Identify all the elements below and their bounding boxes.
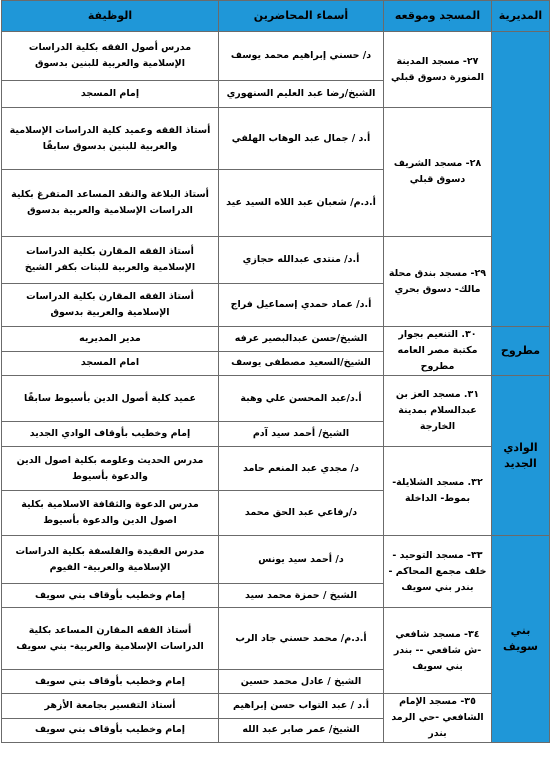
lecturer-job: أستاذ البلاغة والنقد المساعد المتفرغ بكلية الدراسات الإسلامية والعربية بدسوق [2, 170, 219, 237]
mosque-cell: ٣٢. مسجد الشلايلة-بموط- الداخلة [384, 447, 492, 536]
lecturer-name: الشيخ / عادل محمد حسين [219, 670, 384, 694]
lecturer-name: د/رفاعي عبد الحق محمد [219, 491, 384, 536]
lecturer-job: مدرس أصول الفقه بكلية الدراسات الإسلامية والعربية للبنين بدسوق [2, 32, 219, 81]
lecturer-name: الشيخ/ عمر صابر عبد الله [219, 718, 384, 743]
header-directorate: المديرية [492, 1, 550, 32]
lecturer-job: عميد كلية أصول الدين بأسيوط سابقًا [2, 376, 219, 422]
directorate-cell [492, 32, 550, 327]
lecturer-name: أ.د/ عماد حمدي إسماعيل فراج [219, 284, 384, 327]
lectures-table [1, 0, 550, 743]
lecturer-job: مدرس الحديث وعلومه بكلية اصول الدين والدعوة بأسيوط [2, 447, 219, 491]
lecturer-name: الشيخ/حسن عبدالبصير عرفه [219, 327, 384, 352]
table-row [2, 608, 550, 670]
mosque-cell: ٢٨- مسجد الشريف دسوق قبلي [384, 108, 492, 237]
lecturer-name: أ.د / جمال عبد الوهاب الهلفي [219, 108, 384, 170]
table-row [2, 108, 550, 170]
mosque-cell: ٣١. مسجد العز بن عبدالسلام بمدينة الخارجة [384, 376, 492, 447]
lecturer-job: مدرس الدعوة والثقافة الاسلامية بكلية اصول الدين والدعوة بأسيوط [2, 491, 219, 536]
lecturer-name: الشيخ/ أحمد سيد آدم [219, 422, 384, 447]
lecturer-name: د/ مجدي عبد المنعم حامد [219, 447, 384, 491]
lecturer-name: أ.د.م/ محمد حسني جاد الرب [219, 608, 384, 670]
header-job: الوظيفة [2, 1, 219, 32]
table-row [2, 327, 550, 352]
mosque-cell: ٢٩- مسجد بندق محلة مالك- دسوق بحري [384, 237, 492, 327]
lecturer-job: امام المسجد [2, 351, 219, 376]
table-row [2, 447, 550, 491]
directorate-cell: بني سويف [492, 536, 550, 743]
header-row [2, 1, 550, 32]
mosque-cell: ٣٥- مسجد الإمام الشافعي -حي الرمد بندر [384, 694, 492, 743]
lecturer-job: أستاذ التفسير بجامعة الأزهر [2, 694, 219, 719]
lecturer-job: أستاذ الفقه المقارن بكلية الدراسات الإسلامية والعربية بدسوق [2, 284, 219, 327]
header-lecturers: أسماء المحاضرين [219, 1, 384, 32]
lecturer-job: إمام وخطيب بأوقاف بني سويف [2, 670, 219, 694]
lecturer-name: أ.د / عبد التواب حسن إبراهيم [219, 694, 384, 719]
lecturer-job: أستاذ الفقه المقارن بكلية الدراسات الإسلامية والعربية للبنات بكفر الشيخ [2, 237, 219, 284]
mosque-cell: ٣٤- مسجد شافعي -ش شافعي -- بندر بني سويف [384, 608, 492, 694]
lecturer-job: أستاذ الفقه وعميد كلية الدراسات الإسلامية والعربية للبنين بدسوق سابقًا [2, 108, 219, 170]
directorate-cell: الوادي الجديد [492, 376, 550, 536]
table-row [2, 32, 550, 81]
lecturer-name: أ.د/ منتدى عبدالله حجازي [219, 237, 384, 284]
lecturer-job: إمام وخطيب بأوقاف بني سويف [2, 718, 219, 743]
directorate-cell: مطروح [492, 327, 550, 376]
table-row [2, 237, 550, 284]
lecturer-name: د/ أحمد سيد يونس [219, 536, 384, 584]
lecturer-name: الشيخ/السعيد مصطفى يوسف [219, 351, 384, 376]
lecturer-job: إمام المسجد [2, 81, 219, 108]
table-row [2, 536, 550, 584]
table-body [2, 32, 550, 743]
mosque-cell: ٢٧- مسجد المدينة المنورة دسوق قبلي [384, 32, 492, 108]
lecturer-name: د/ حسني إبراهيم محمد يوسف [219, 32, 384, 81]
mosque-cell: ٣٠. التنعيم بجوار مكتبة مصر العامه مطروح [384, 327, 492, 376]
lecturer-name: أ.د.م/ شعبان عبد اللاه السيد عيد [219, 170, 384, 237]
lecturer-name: أ.د/عبد المحسن علي وهبة [219, 376, 384, 422]
lecturer-name: الشيخ / حمزة محمد سيد [219, 584, 384, 608]
table-row [2, 694, 550, 719]
mosque-cell: ٣٣- مسجد التوحيد - خلف مجمع المحاكم - بندر بني سويف [384, 536, 492, 608]
table-row [2, 376, 550, 422]
lecturer-job: إمام وخطيب بأوقاف بني سويف [2, 584, 219, 608]
lecturer-job: مدير المديريه [2, 327, 219, 352]
header-mosque: المسجد وموقعه [384, 1, 492, 32]
lecturer-job: مدرس العقيدة والفلسفة بكلية الدراسات الإسلامية والعربية- الفيوم [2, 536, 219, 584]
lecturer-job: أستاذ الفقه المقارن المساعد بكلية الدراسات الإسلامية والعربية- بني سويف [2, 608, 219, 670]
lecturer-job: إمام وخطيب بأوقاف الوادي الجديد [2, 422, 219, 447]
lecturer-name: الشيخ/رضا عبد العليم السنهوري [219, 81, 384, 108]
